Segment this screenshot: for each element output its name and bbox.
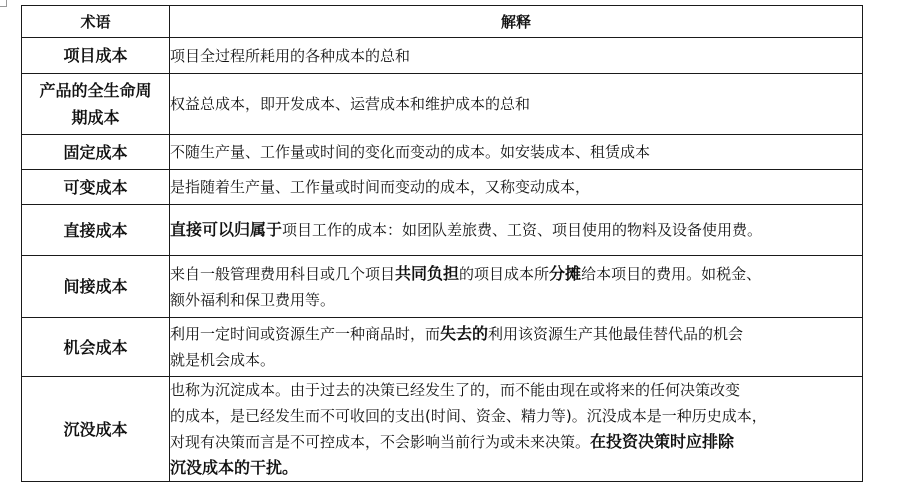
definition-line [170,174,862,200]
definition-text: 利用一定时间或资源生产一种商品时，而 [170,325,441,343]
definition-text: 对现有决策而言是不可控成本，不会影响当前行为或未来决策。 [170,433,591,451]
term-cell: 直接成本 [22,205,170,256]
definition-line [170,91,862,117]
table-row [22,135,863,170]
definition-text: 的项目成本所 [459,264,550,283]
definition-cell [170,74,863,135]
definition-line [170,43,862,69]
table-row [22,170,863,205]
emphasized-text: 沉没成本的干扰。 [170,458,299,477]
definition-text: 来自一般管理费用科目或几个项目 [170,264,396,283]
definition-text: 权益总成本，即开发成本、运营成本和维护成本的总和 [170,95,531,113]
term-cell: 项目成本 [22,38,170,74]
term-cell: 固定成本 [22,135,170,170]
definition-cell [170,318,863,377]
term-cell [22,74,170,135]
definition-text: 就是机会成本。 [170,351,276,369]
table-row [22,318,863,377]
emphasized-text: 共同负担 [395,263,460,283]
definition-text: 也称为沉淀成本。由于过去的决策已经发生了的，而不能由现在或将来的任何决策改变 [170,381,741,399]
table-header-row [22,6,863,38]
definition-text: 不随生产量、工作量或时间的变化而变动的成本。如安装成本、租赁成本 [170,143,651,161]
definition-text: 是指随着生产量、工作量或时间而变动的成本，又称变动成本， [170,178,591,196]
definition-text: 项目全过程所耗用的各种成本的总和 [170,46,411,65]
emphasized-text: 在投资决策时应排除 [590,432,735,451]
term-cell: 可变成本 [22,170,170,205]
term-cell: 沉没成本 [22,377,170,482]
emphasized-text: 直接可以归属于 [170,220,283,239]
definition-cell [170,205,863,256]
definition-line [170,403,862,429]
definition-text: 给本项目的费用。如税金、 [581,264,762,283]
term-cell: 机会成本 [22,318,170,377]
definition-text: 利用该资源生产其他最佳替代品的机会 [488,325,744,343]
term-line: 期成本 [71,108,120,127]
definition-line [170,347,862,373]
emphasized-text: 分摊 [549,263,582,283]
table-row [22,38,863,74]
definition-column-header: 解释 [170,6,863,38]
definition-text: 额外福利和保卫费用等。 [170,290,336,309]
definition-line [170,217,862,243]
definition-cell [170,135,863,170]
table-row [22,205,863,256]
table-row [22,377,863,482]
definition-line [170,287,862,313]
definition-text: 的成本，是已经发生而不可收回的支出(时间、资金、精力等)。沉没成本是一种历史成本， [170,407,767,425]
term-cell: 间接成本 [22,256,170,318]
definition-cell [170,38,863,74]
table-body [22,38,863,482]
cost-terms-table [21,5,863,482]
term-column-header: 术语 [22,6,170,38]
definition-cell [170,256,863,318]
corner-crop-mark [0,0,7,7]
definition-line [170,261,862,287]
definition-text: 项目工作的成本：如团队差旅费、工资、项目使用的物料及设备使用费。 [282,221,763,239]
definition-line [170,321,862,347]
definition-line [170,139,862,165]
definition-line [170,377,862,403]
term-line: 产品的全生命周 [39,81,152,100]
table-row [22,74,863,135]
definition-line [170,429,862,455]
emphasized-text: 失去的 [440,324,489,343]
definition-cell [170,377,863,482]
definition-cell [170,170,863,205]
definition-line [170,455,862,481]
table-row [22,256,863,318]
